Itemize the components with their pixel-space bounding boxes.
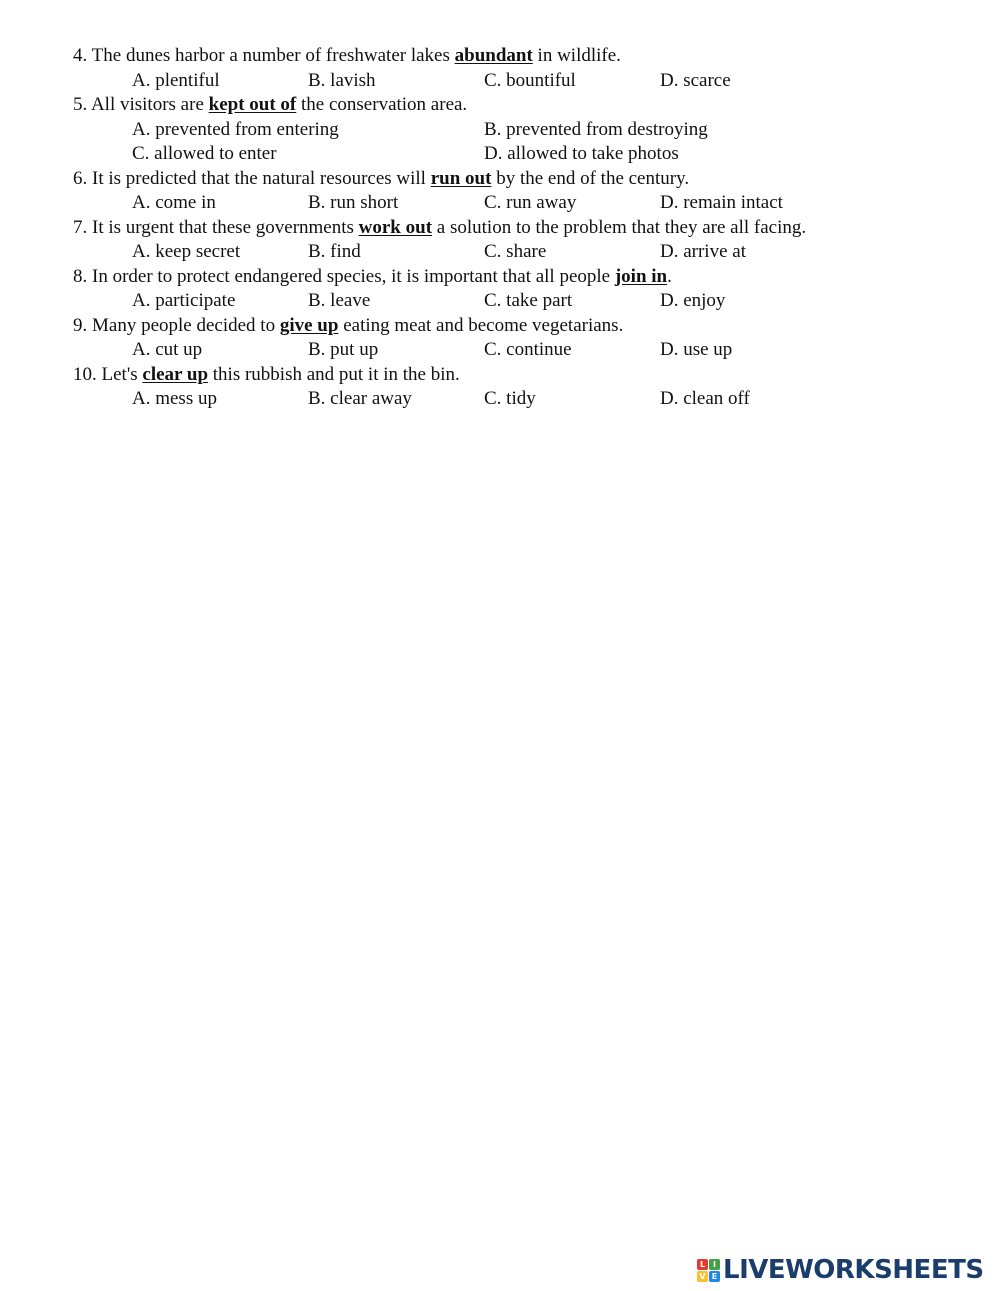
option-d[interactable]: D. scarce xyxy=(660,69,731,91)
option-a[interactable]: A. plentiful xyxy=(132,69,220,91)
question-stem xyxy=(0,265,1000,290)
option-c[interactable]: C. tidy xyxy=(484,388,536,409)
option-d[interactable]: D. clean off xyxy=(660,388,750,409)
logo-tile: V xyxy=(697,1271,708,1282)
question-text-after: the conservation area. xyxy=(296,94,468,115)
question-text-before: 9. Many people decided to xyxy=(73,314,280,336)
question-text-after: this rubbish and put it in the bin. xyxy=(208,363,460,385)
option-b[interactable]: B. lavish xyxy=(308,69,376,91)
option-b[interactable]: B. find xyxy=(308,241,361,262)
option-c[interactable]: C. continue xyxy=(484,339,572,360)
option-a[interactable]: A. mess up xyxy=(132,388,217,409)
question-text-after: in wildlife. xyxy=(532,45,621,66)
key-phrase: work out xyxy=(358,216,433,238)
question-text-after: eating meat and become vegetarians. xyxy=(338,314,624,336)
option-c[interactable]: C. take part xyxy=(484,290,573,311)
worksheet xyxy=(0,44,1000,412)
key-phrase: run out xyxy=(430,167,492,189)
question-stem xyxy=(0,44,1000,69)
option-c[interactable]: C. share xyxy=(484,241,547,262)
option-b[interactable]: B. put up xyxy=(308,339,379,360)
key-phrase: join in xyxy=(614,265,668,287)
liveworksheets-logo-icon xyxy=(697,1259,720,1282)
key-phrase: kept out of xyxy=(208,94,297,115)
question-text-before: 7. It is urgent that these governments xyxy=(73,216,359,238)
option-d[interactable]: D. remain intact xyxy=(660,192,783,213)
option-b[interactable]: B. run short xyxy=(308,192,399,213)
option-a[interactable]: A. keep secret xyxy=(132,241,241,262)
question-text-before: 5. All visitors are xyxy=(73,94,209,115)
question-text-before: 4. The dunes harbor a number of freshwater lakes xyxy=(73,45,455,66)
option-a[interactable]: A. participate xyxy=(132,290,236,311)
option-a[interactable]: A. prevented from entering xyxy=(132,118,339,140)
key-phrase: clear up xyxy=(142,363,209,385)
option-c[interactable]: C. allowed to enter xyxy=(132,143,277,164)
options-row xyxy=(0,191,1000,216)
option-d[interactable]: D. arrive at xyxy=(660,241,746,262)
options-row xyxy=(0,338,1000,363)
question-text-after: a solution to the problem that they are all facing. xyxy=(432,216,807,238)
logo-text: LIVEWORKSHEETS xyxy=(723,1255,984,1285)
question-text-before: 8. In order to protect endangered species, it is important that all people xyxy=(73,265,615,287)
key-phrase: abundant xyxy=(454,45,533,66)
question-text-after: by the end of the century. xyxy=(491,167,690,189)
logo-tile: L xyxy=(697,1259,708,1270)
option-d[interactable]: D. enjoy xyxy=(660,290,726,311)
question-text-after: . xyxy=(667,265,672,287)
options-row xyxy=(0,289,1000,314)
options-row xyxy=(0,142,1000,167)
question-text-before: 10. Let's xyxy=(73,363,143,385)
options-row xyxy=(0,240,1000,265)
option-c[interactable]: C. bountiful xyxy=(484,69,576,91)
option-d[interactable]: D. use up xyxy=(660,339,733,360)
option-b[interactable]: B. leave xyxy=(308,290,371,311)
liveworksheets-logo xyxy=(697,1255,984,1285)
question-stem xyxy=(0,167,1000,192)
option-b[interactable]: B. clear away xyxy=(308,388,412,409)
logo-tile: E xyxy=(709,1271,720,1282)
option-d[interactable]: D. allowed to take photos xyxy=(484,143,679,164)
options-row xyxy=(0,69,1000,94)
options-row xyxy=(0,118,1000,143)
option-c[interactable]: C. run away xyxy=(484,192,577,213)
logo-tile: I xyxy=(709,1259,720,1270)
option-b[interactable]: B. prevented from destroying xyxy=(484,118,708,140)
option-a[interactable]: A. come in xyxy=(132,192,216,213)
question-stem xyxy=(0,93,1000,118)
question-stem xyxy=(0,314,1000,339)
question-stem xyxy=(0,216,1000,241)
option-a[interactable]: A. cut up xyxy=(132,339,203,360)
question-stem xyxy=(0,363,1000,388)
key-phrase: give up xyxy=(279,314,339,336)
question-text-before: 6. It is predicted that the natural resources will xyxy=(73,167,431,189)
options-row xyxy=(0,387,1000,412)
